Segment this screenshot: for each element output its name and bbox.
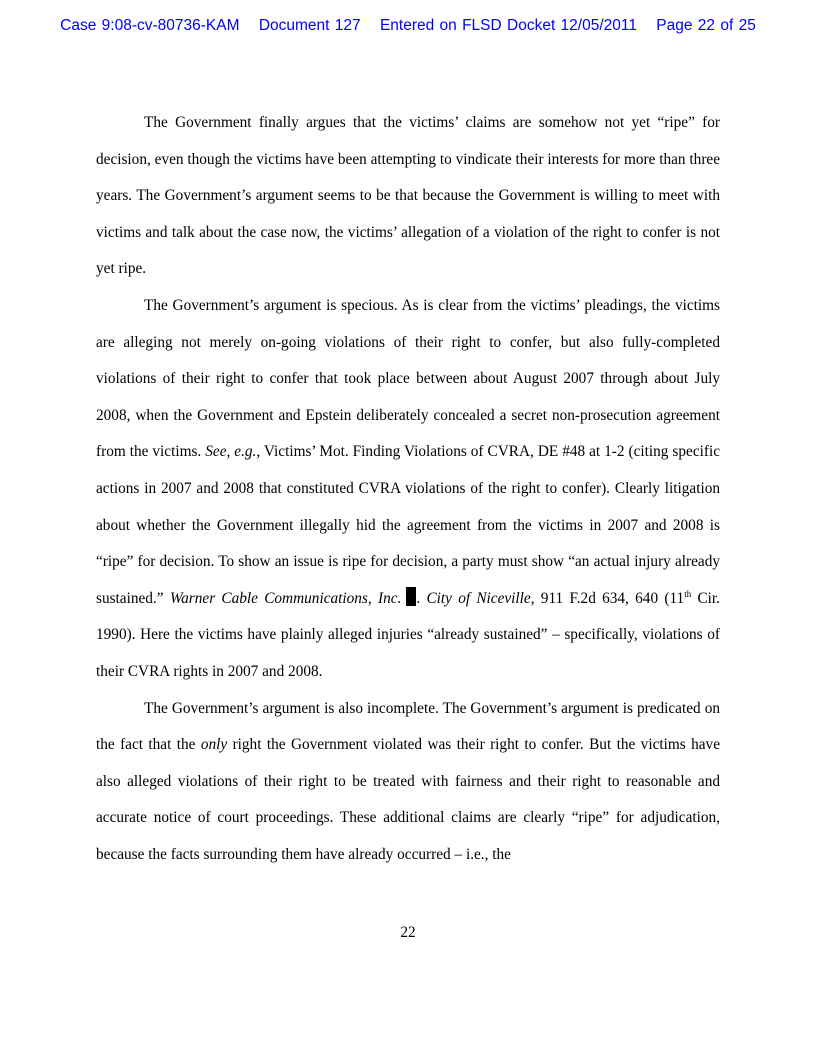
case-name: City of Niceville bbox=[426, 589, 531, 607]
docket-header bbox=[0, 17, 816, 35]
document-number: Document 127 bbox=[258, 17, 361, 34]
text-run: . bbox=[416, 589, 427, 607]
text-run: right the Government violated was their right to confer. But the victims have also alleged violations of their right to be treated with fairness and their right to reasonable and accurate notice of court proceedings. These additional claims are clearly “ripe” for adjudication, because the facts surrounding them have already occurred – i.e., the bbox=[96, 736, 720, 863]
page-number: 22 bbox=[400, 924, 416, 941]
text-run: , 911 F.2d 634, 640 (11 bbox=[530, 589, 685, 607]
text-run: The Government’s argument is specious. As is clear from the victims’ pleadings, the victims are alleging not merely on-going violations of their right to confer, but also fully-completed violations of their right to confer that took place between about August 2007 through about July 2008, when the Government and Epstein deliberately concealed a secret non-prosecution agreement from the victims. bbox=[96, 296, 720, 461]
text-run: The Government’s argument is also incomplete. The Government’s argument is predicated on the fact that the bbox=[96, 699, 720, 754]
document-body bbox=[96, 105, 720, 873]
emphasis: only bbox=[200, 736, 228, 754]
text-run: Victims’ Mot. Finding Violations of CVRA, DE #48 at 1-2 (citing specific actions in 2007 and 2008 that constituted CVRA violations of the right to confer). Clearly litigation about whether the Government illegally hid the agreement from the victims in 2007 and 2008 is “ripe” for decision. To show an issue is ripe for decision, a party must show “an actual injury already sustained.” bbox=[96, 443, 720, 607]
paragraph-incomplete bbox=[96, 691, 720, 874]
paragraph-ripeness-intro: The Government finally argues that the victims’ claims are somehow not yet “ripe” for decision, even though the victims have been attempting to vindicate their interests for more than three years. The Government’s argument seems to be that because the Government is willing to meet with victims and talk about the case now, the victims’ allegation of a violation of the right to confer is not yet ripe. bbox=[96, 114, 720, 278]
page-indicator: Page 22 of 25 bbox=[656, 17, 756, 34]
case-number: Case 9:08-cv-80736-KAM bbox=[60, 17, 240, 34]
text-run: Cir. 1990). Here the victims have plainly alleged injuries “already sustained” – specifically, violations of their CVRA rights in 2007 and 2008. bbox=[96, 589, 720, 680]
ordinal-superscript: th bbox=[684, 588, 692, 599]
docket-entry: Entered on FLSD Docket 12/05/2011 bbox=[379, 17, 637, 34]
case-name: Warner Cable Communications, Inc. bbox=[169, 589, 402, 607]
citation-signal: See, e.g., bbox=[205, 443, 261, 461]
paragraph-specious bbox=[96, 288, 720, 691]
redaction-mark bbox=[406, 587, 416, 606]
